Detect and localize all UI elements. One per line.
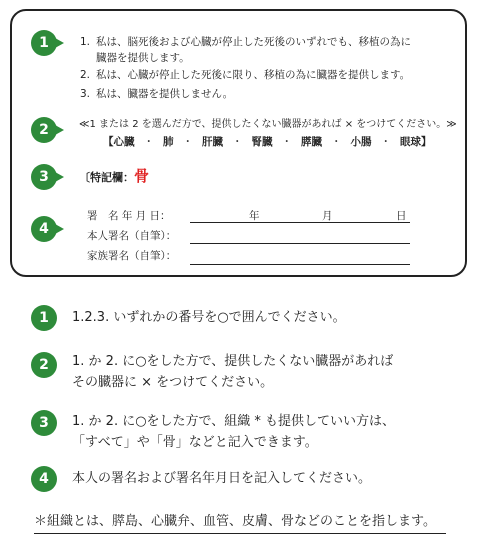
step-badge-3: 3 [31,164,57,190]
organ-separator: ・ [182,136,193,148]
organ-bracket-open: 【 [103,136,114,148]
option-2[interactable] [80,67,410,83]
family-signature-field[interactable] [190,264,410,265]
instruction-2-line-2: その臓器に × をつけてください。 [72,375,274,390]
organ-lung[interactable]: 肺 [163,136,174,148]
organ-note: ≪1 または 2 を選んだ方で、提供したくない臓器があれば × をつけてください。≫ [79,119,457,130]
instruction-badge-1: 1 [31,305,57,331]
option-1-text-cont: 臓器を提供します。 [96,52,190,64]
organ-separator: ・ [143,136,154,148]
organ-separator: ・ [380,136,391,148]
option-2-text: 私は、心臓が停止した死後に限り、移植の為に臓器を提供します。 [96,69,411,81]
option-1-number: 1. [80,36,91,48]
organ-bracket-close: 】 [421,136,432,148]
instruction-3-line-2: 「すべて」や「骨」などと記入できます。 [72,435,318,450]
step-badge-2: 2 [31,117,57,143]
instruction-badge-4: 4 [31,466,57,492]
tissue-footnote: ＊組織とは、膵島、心臓弁、血管、皮膚、骨などのことを指します。 [34,512,446,534]
instruction-badge-2: 2 [31,352,57,378]
option-3-number: 3. [80,88,91,100]
organ-separator: ・ [232,136,243,148]
organ-kidney[interactable]: 腎臓 [251,136,273,148]
signature-date-label: 署 名 年 月 日： [87,210,171,222]
organ-pancreas[interactable]: 膵臓 [301,136,322,148]
organ-separator: ・ [281,136,292,148]
instruction-1-line-1: 1.2.3. いずれかの番号を○で囲んでください。 [72,310,346,325]
option-1-text: 私は、脳死後および心臓が停止した死後のいずれでも、移植の為に [96,36,411,48]
option-3-text: 私は、臓器を提供しません。 [96,88,234,100]
organ-list [103,134,432,150]
instruction-3-line-1: 1. か 2. に○をした方で、組織 * も提供していい方は、 [72,414,396,429]
month-label: 月 [322,210,333,222]
year-label: 年 [249,210,260,222]
self-signature-label: 本人署名（自筆）： [87,230,177,242]
organ-liver[interactable]: 肝臓 [202,136,223,148]
instruction-2-line-1: 1. か 2. に○をした方で、提供したくない臓器があれば [72,354,394,369]
special-notes-value: 骨 [134,167,150,185]
special-notes-label: 〔特記欄： [79,171,134,184]
step-badge-1: 1 [31,30,57,56]
organ-eye[interactable]: 眼球 [400,136,421,148]
option-3[interactable] [80,86,233,102]
step-badge-4: 4 [31,216,57,242]
organ-small-intestine[interactable]: 小腸 [350,136,372,148]
family-signature-label: 家族署名（自筆）： [87,250,177,262]
instruction-4-line-1: 本人の署名および署名年月日を記入してください。 [72,471,372,486]
self-signature-field[interactable] [190,243,410,244]
signature-date-field[interactable] [190,222,410,223]
organ-separator: ・ [331,136,342,148]
special-notes[interactable] [79,166,149,188]
day-label: 日 [396,210,407,222]
instruction-badge-3: 3 [31,410,57,436]
organ-heart[interactable]: 心臓 [113,136,135,148]
option-1[interactable] [80,34,411,50]
option-2-number: 2. [80,69,91,81]
